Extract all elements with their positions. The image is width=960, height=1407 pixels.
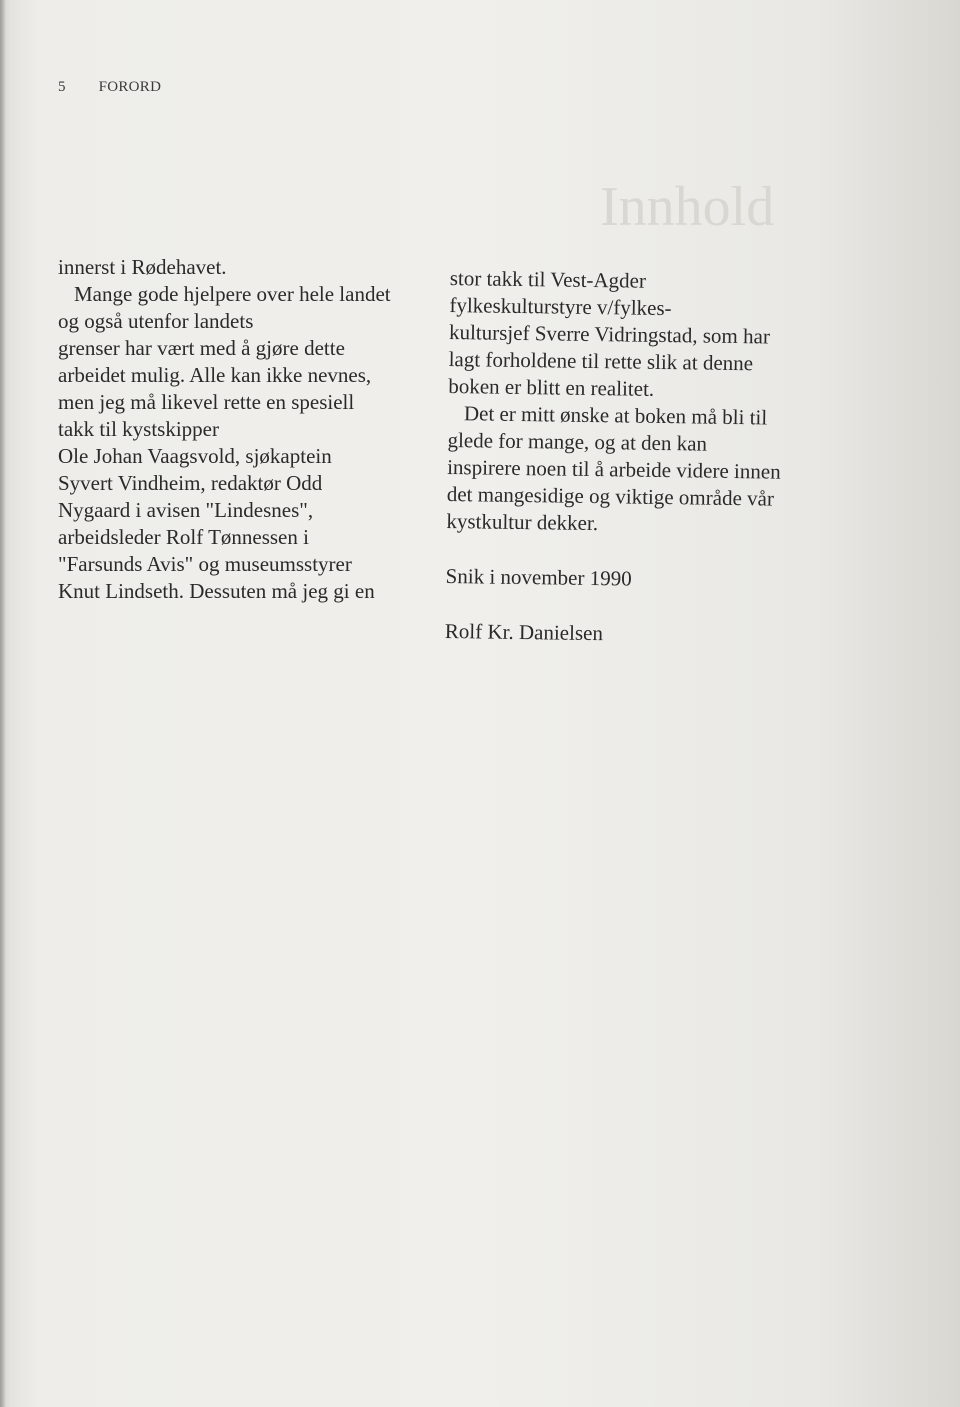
text-line: glede for mange, og at den kan [447, 427, 708, 456]
text-line: kultursjef Sverre Vidringstad, som har [448, 319, 771, 349]
page-number: 5 [58, 79, 66, 95]
text-line: Ole Johan Vaagsvold, sjøkaptein [58, 444, 332, 468]
text-line: og også utenfor landets [58, 309, 254, 333]
right-column [445, 265, 830, 650]
text-line: takk til kystskipper [58, 417, 219, 441]
text-line: Det er mitt ønske at boken må bli til [463, 401, 768, 430]
text-line: fylkeskulturstyre v/fylkes- [449, 292, 672, 321]
text-line: det mangesidige og viktige område vår [446, 481, 775, 511]
text-line: innerst i Rødehavet. [58, 255, 227, 279]
text-line: Knut Lindseth. Dessuten må jeg gi en [58, 579, 375, 603]
left-column [58, 254, 438, 605]
text-line: Mange gode hjelpere over hele landet [74, 282, 391, 306]
text-line: lagt forholdene til rette slik at denne [448, 346, 754, 376]
signature: Rolf Kr. Danielsen [444, 618, 604, 646]
text-line: boken er blitt en realitet. [448, 373, 655, 401]
text-line: arbeidet mulig. Alle kan ikke nevnes, [58, 363, 372, 387]
text-line: "Farsunds Avis" og museumsstyrer [58, 552, 352, 576]
text-line: kystkultur dekker. [446, 508, 599, 536]
show-through-title: Innhold [600, 176, 775, 238]
text-line: stor takk til Vest-Agder [449, 265, 647, 293]
text-line: men jeg må likevel rette en spesiell [58, 390, 355, 414]
text-line: Syvert Vindheim, redaktør Odd [58, 471, 323, 495]
page-gutter-shadow [0, 0, 6, 1407]
running-header [58, 76, 161, 96]
section-title: FORORD [98, 79, 162, 95]
text-line: arbeidsleder Rolf Tønnessen i [58, 525, 309, 549]
place-date: Snik i november 1990 [445, 563, 632, 591]
text-line: inspirere noen til å arbeide videre innen [447, 454, 781, 484]
text-line: grenser har vært med å gjøre dette [58, 336, 345, 360]
text-line: Nygaard i avisen "Lindesnes", [58, 498, 314, 522]
